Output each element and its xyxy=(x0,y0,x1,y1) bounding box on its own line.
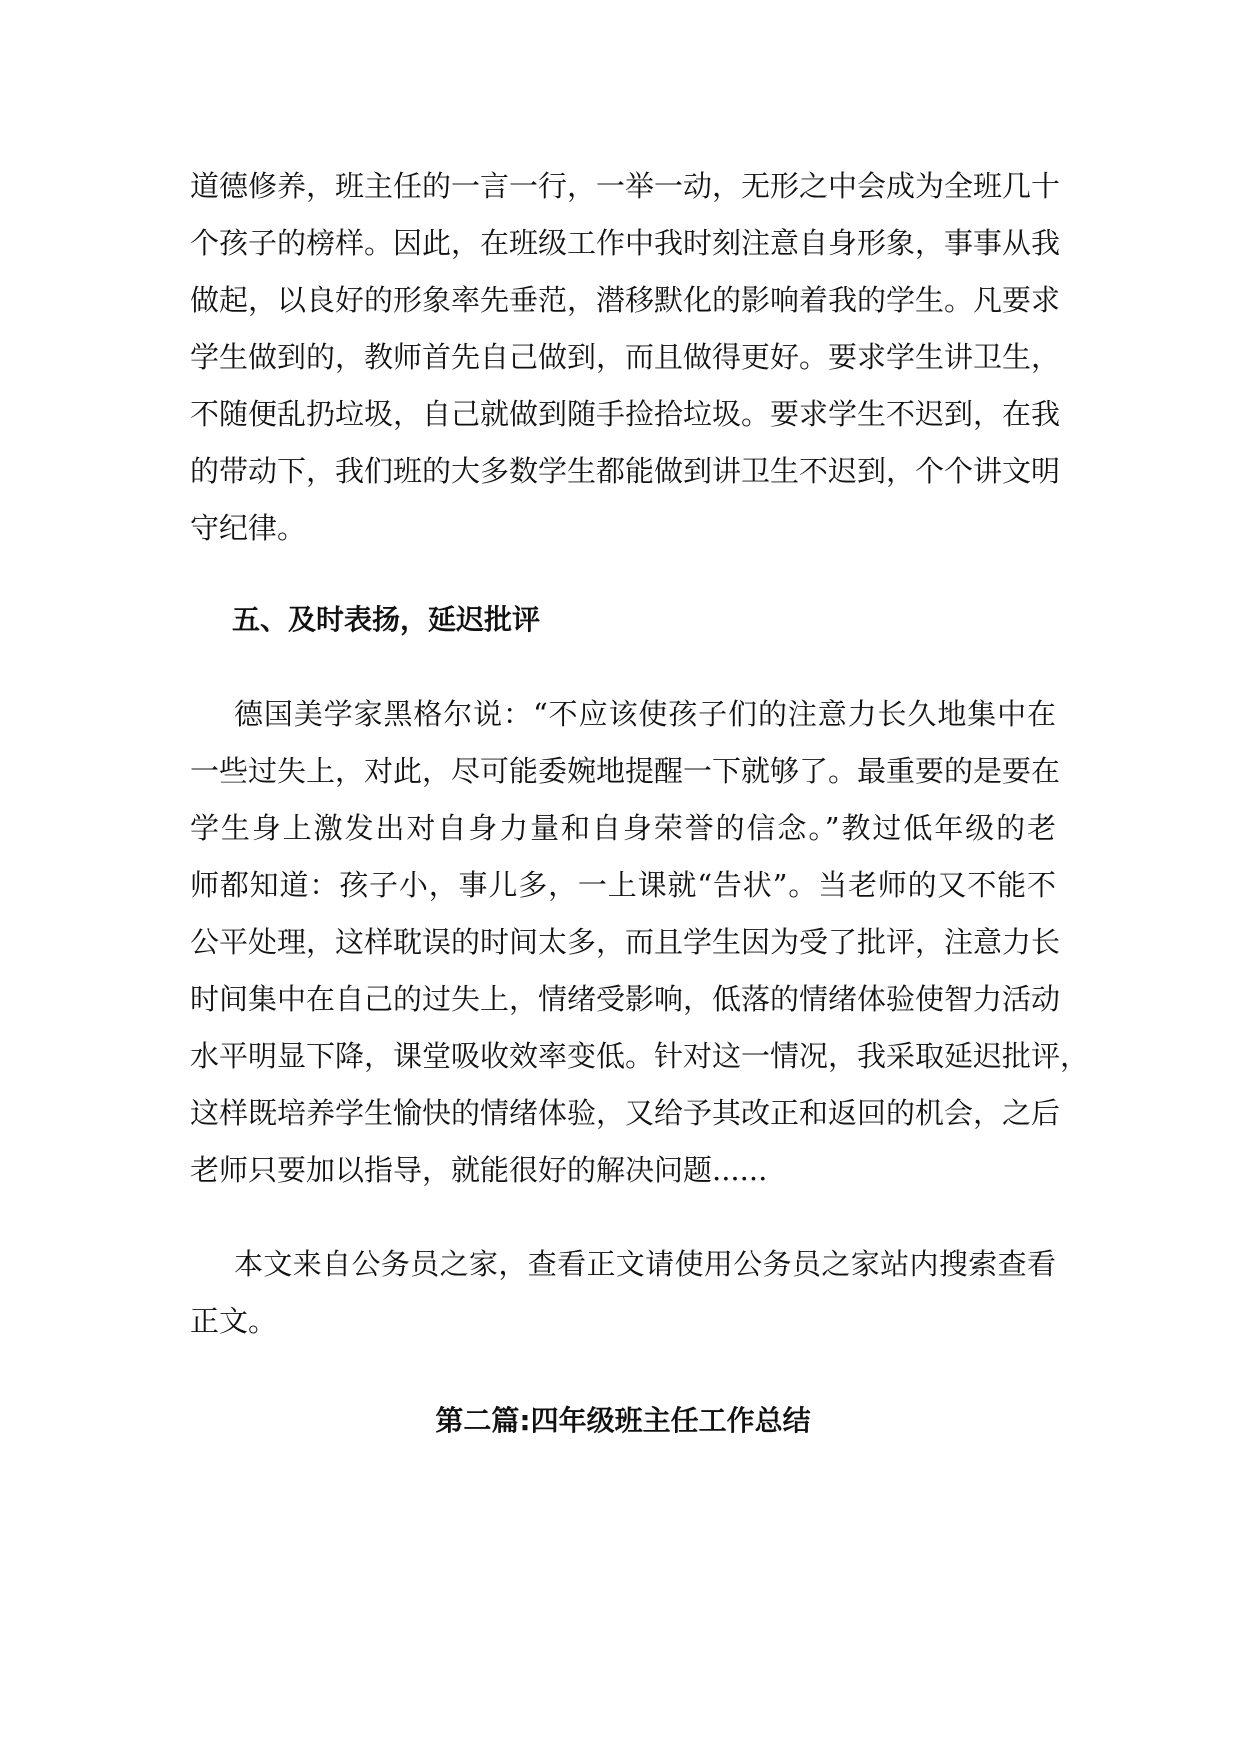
text-line: 公平处理，这样耽误的时间太多，而且学生因为受了批评，注意力长 xyxy=(190,925,1061,959)
text-line: 道德修养，班主任的一言一行，一举一动，无形之中会成为全班几十 xyxy=(190,169,1061,203)
paragraph-source-note xyxy=(190,1236,1056,1350)
text-line: 一些过失上，对此，尽可能委婉地提醒一下就够了。最重要的是要在 xyxy=(190,754,1061,788)
text-line: 德国美学家黑格尔说：“不应该使孩子们的注意力长久地集中在 xyxy=(234,697,1056,731)
text-line: 的带动下，我们班的大多数学生都能做到讲卫生不迟到，个个讲文明 xyxy=(190,454,1061,488)
text-line: 正文。 xyxy=(190,1304,278,1338)
text-line: 时间集中在自己的过失上，情绪受影响，低落的情绪体验使智力活动 xyxy=(190,982,1061,1016)
text-line: 不随便乱扔垃圾，自己就做到随手捡拾垃圾。要求学生不迟到，在我 xyxy=(190,397,1061,431)
text-line: 水平明显下降，课堂吸收效率变低。针对这一情况，我采取延迟批评， xyxy=(190,1039,1090,1073)
text-line: 学生做到的，教师首先自己做到，而且做得更好。要求学生讲卫生， xyxy=(190,340,1061,374)
paragraph-hegel-quote xyxy=(190,686,1090,1199)
text-line: 守纪律。 xyxy=(190,511,307,545)
text-line: 老师只要加以指导，就能很好的解决问题...... xyxy=(190,1153,768,1187)
text-line: 学生身上激发出对自身力量和自身荣誉的信念。”教过低年级的老 xyxy=(190,811,1056,845)
paragraph-spacer xyxy=(190,1199,1056,1236)
text-line: 做起，以良好的形象率先垂范，潜移默化的影响着我的学生。凡要求 xyxy=(190,283,1061,317)
text-line: 个孩子的榜样。因此，在班级工作中我时刻注意自身形象，事事从我 xyxy=(190,226,1061,260)
part-title: 第二篇:四年级班主任工作总结 xyxy=(435,1404,811,1437)
text-line: 这样既培养学生愉快的情绪体验，又给予其改正和返回的机会，之后 xyxy=(190,1096,1061,1130)
text-line: 本文来自公务员之家，查看正文请使用公务员之家站内搜索查看 xyxy=(234,1247,1056,1281)
section-heading: 五、及时表扬，延迟批评 xyxy=(232,603,541,636)
text-line: 师都知道：孩子小，事儿多，一上课就“告状”。当老师的又不能不 xyxy=(190,868,1056,902)
paragraph-moral-example xyxy=(190,158,1061,557)
document-body xyxy=(190,158,1090,1449)
